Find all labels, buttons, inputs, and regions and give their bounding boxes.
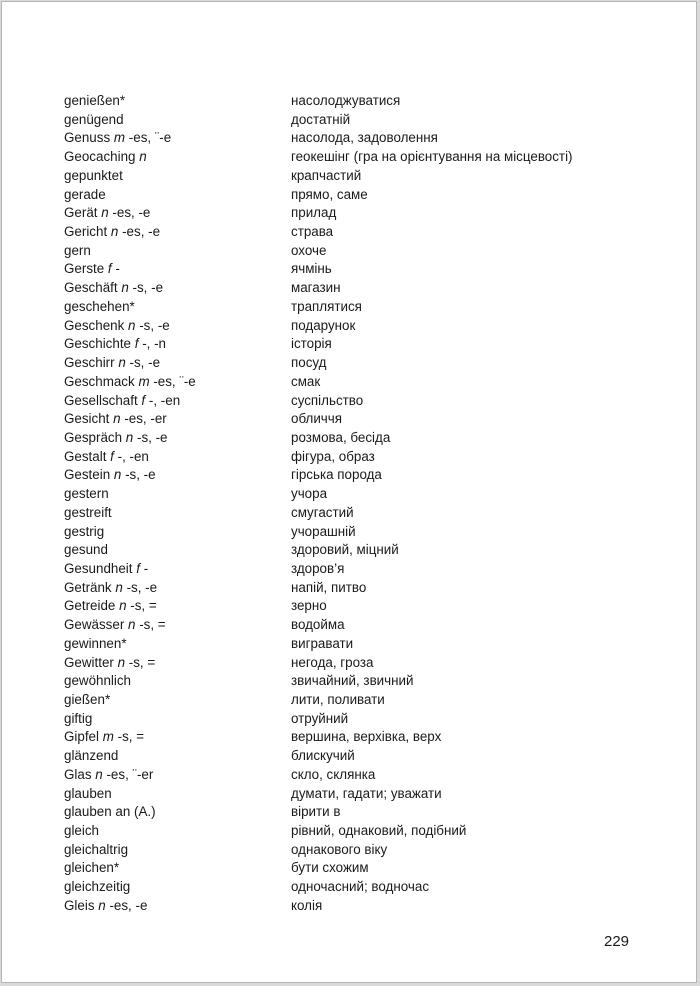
headword: gewinnen* <box>64 635 127 651</box>
ukrainian-translation: однакового віку <box>291 841 388 857</box>
vocabulary-entry <box>64 92 654 111</box>
german-term <box>64 354 160 373</box>
gender-marker: n <box>115 579 123 595</box>
gender-marker: n <box>125 429 134 445</box>
headword: Gesicht <box>64 411 110 427</box>
vocabulary-entry <box>64 373 654 392</box>
ukrainian-translation: прилад <box>291 205 337 221</box>
ukrainian-translation: звичайний, звичний <box>291 673 414 689</box>
german-term <box>64 260 120 279</box>
ukrainian-translation: здоровий, міцний <box>291 542 399 558</box>
plural-forms: -, -en <box>148 392 181 408</box>
german-term <box>64 167 123 186</box>
german-term <box>64 317 170 336</box>
vocabulary-entry <box>64 822 654 841</box>
vocabulary-entry <box>64 466 654 485</box>
gender-marker: n <box>128 317 136 333</box>
plural-forms: -es, -e <box>112 205 151 221</box>
ukrainian-translation: отруйний <box>291 710 349 726</box>
gender-marker: f <box>107 261 112 277</box>
headword: glauben <box>64 785 112 801</box>
ukrainian-translation: смак <box>291 373 321 389</box>
vocabulary-entry <box>64 523 654 542</box>
headword: gerade <box>64 186 106 202</box>
headword: genügend <box>64 111 124 127</box>
ukrainian-translation: негода, гроза <box>291 654 374 670</box>
gender-marker: n <box>118 355 126 371</box>
headword: gestrig <box>64 523 105 539</box>
headword: Gestalt <box>64 448 107 464</box>
headword: gestreift <box>64 504 112 520</box>
gender-marker: n <box>110 224 119 240</box>
vocabulary-entry <box>64 691 654 710</box>
german-term <box>64 223 160 242</box>
vocabulary-entry <box>64 167 654 186</box>
vocabulary-entry <box>64 111 654 130</box>
ukrainian-translation: лити, поливати <box>291 692 385 707</box>
vocabulary-entry <box>64 392 654 411</box>
headword: Gerät <box>64 205 98 221</box>
german-term <box>64 448 149 467</box>
vocabulary-entry <box>64 541 654 560</box>
ukrainian-translation: страва <box>291 224 334 240</box>
headword: Geschenk <box>64 317 125 333</box>
plural-forms: -es, -e <box>109 897 148 913</box>
headword: Gestein <box>64 467 111 483</box>
german-term <box>64 335 166 354</box>
headword: Gleis <box>64 897 95 913</box>
gender-marker: n <box>128 617 136 633</box>
vocabulary-entry <box>64 859 654 878</box>
vocabulary-entry <box>64 204 654 223</box>
gender-marker: m <box>113 130 126 146</box>
headword: Gericht <box>64 224 108 240</box>
ukrainian-translation: вершина, верхівка, верх <box>291 729 442 745</box>
german-term <box>64 148 147 167</box>
vocabulary-entry <box>64 242 654 261</box>
german-term <box>64 92 125 111</box>
plural-forms: -, -en <box>117 448 149 464</box>
plural-forms: -s, -e <box>139 317 170 333</box>
ukrainian-translation: прямо, саме <box>291 186 368 202</box>
headword: Genuss <box>64 130 111 146</box>
ukrainian-translation: крапчастий <box>291 167 362 183</box>
gender-marker: n <box>95 766 103 782</box>
plural-forms: -es, -er <box>124 411 167 427</box>
ukrainian-translation: магазин <box>291 280 341 296</box>
headword: gleichzeitig <box>64 879 131 895</box>
plural-forms: -s, = <box>117 729 145 745</box>
german-term <box>64 373 196 392</box>
ukrainian-translation: учора <box>291 486 328 502</box>
dictionary-page <box>1 1 697 983</box>
headword: Gesellschaft <box>64 392 138 408</box>
gender-marker: n <box>113 411 121 427</box>
vocabulary-entry <box>64 485 654 504</box>
gender-marker: n <box>113 467 122 483</box>
plural-forms: -es, ¨-e <box>128 130 172 146</box>
vocabulary-entry <box>64 429 654 448</box>
ukrainian-translation: насолоджуватися <box>291 93 401 108</box>
ukrainian-translation: геокешінг (гра на орієнтування на місцевості) <box>291 149 573 165</box>
ukrainian-translation: подарунок <box>291 317 356 333</box>
gender-marker: n <box>139 149 147 165</box>
vocabulary-entry <box>64 298 654 317</box>
headword: gesund <box>64 542 108 558</box>
vocabulary-entry <box>64 335 654 354</box>
german-term <box>64 242 91 261</box>
headword: Geschirr <box>64 355 115 371</box>
plural-forms: -, -n <box>142 336 167 352</box>
gender-marker: n <box>119 598 127 614</box>
ukrainian-translation: обличчя <box>291 411 343 427</box>
ukrainian-translation: історія <box>291 336 332 352</box>
vocabulary-entry <box>64 410 654 429</box>
headword: gleichen* <box>64 860 120 876</box>
vocabulary-entry <box>64 841 654 860</box>
ukrainian-translation: посуд <box>291 355 327 371</box>
german-term <box>64 466 156 485</box>
vocabulary-entry <box>64 803 654 822</box>
vocabulary-entry <box>64 766 654 785</box>
plural-forms: -es, ¨-er <box>106 766 154 782</box>
ukrainian-translation: траплятися <box>291 298 362 314</box>
vocabulary-entry <box>64 279 654 298</box>
headword: gern <box>64 242 91 258</box>
german-term <box>64 429 168 448</box>
headword: genießen* <box>64 93 126 108</box>
headword: glauben an (A.) <box>64 804 156 820</box>
vocabulary-entry <box>64 597 654 616</box>
headword: gepunktet <box>64 167 123 183</box>
german-term <box>64 186 106 205</box>
ukrainian-translation: напій, питво <box>291 579 367 595</box>
ukrainian-translation: зерно <box>291 598 327 614</box>
headword: Gewitter <box>64 654 114 670</box>
headword: Geschichte <box>64 336 131 352</box>
ukrainian-translation: рівний, однаковий, подібний <box>291 823 467 839</box>
vocabulary-list <box>64 92 654 916</box>
headword: Getreide <box>64 598 116 614</box>
plural-forms: -s, = <box>128 654 156 670</box>
gender-marker: m <box>138 373 150 389</box>
vocabulary-entry <box>64 672 654 691</box>
gender-marker: m <box>102 729 114 745</box>
vocabulary-entry <box>64 223 654 242</box>
gender-marker: f <box>134 336 139 352</box>
gender-marker: n <box>121 280 129 296</box>
ukrainian-translation: гірська порода <box>291 467 382 483</box>
vocabulary-entry <box>64 710 654 729</box>
german-term <box>64 710 92 729</box>
ukrainian-translation: водойма <box>291 617 345 633</box>
vocabulary-entry <box>64 504 654 523</box>
headword: gleichaltrig <box>64 841 129 857</box>
german-term <box>64 579 157 598</box>
vocabulary-entry <box>64 785 654 804</box>
headword: geschehen* <box>64 298 135 314</box>
german-term <box>64 597 157 616</box>
plural-forms: -s, -e <box>136 429 168 445</box>
german-term <box>64 747 118 766</box>
plural-forms: -s, -e <box>129 355 161 371</box>
german-term <box>64 635 127 654</box>
ukrainian-translation: достатній <box>291 111 351 127</box>
german-term <box>64 129 171 148</box>
headword: glänzend <box>64 748 119 764</box>
german-term <box>64 803 156 822</box>
vocabulary-entry <box>64 148 654 167</box>
german-term <box>64 392 180 411</box>
vocabulary-entry <box>64 747 654 766</box>
ukrainian-translation: бути схожим <box>291 860 369 876</box>
vocabulary-entry <box>64 354 654 373</box>
german-term <box>64 523 104 542</box>
headword: Geschmack <box>64 373 135 389</box>
ukrainian-translation: скло, склянка <box>291 766 376 782</box>
plural-forms: -es, -e <box>122 224 161 240</box>
ukrainian-translation: фігура, образ <box>291 448 375 464</box>
ukrainian-translation: здоров’я <box>291 560 345 576</box>
headword: gleich <box>64 823 99 839</box>
german-term <box>64 878 130 897</box>
ukrainian-translation: вірити в <box>291 804 341 820</box>
vocabulary-entry <box>64 260 654 279</box>
plural-forms: - <box>143 560 149 576</box>
german-term <box>64 841 128 860</box>
german-term <box>64 204 150 223</box>
headword: gestern <box>64 486 109 502</box>
german-term <box>64 504 112 523</box>
german-term <box>64 897 147 916</box>
gender-marker: n <box>98 897 106 913</box>
ukrainian-translation: колія <box>291 897 323 913</box>
german-term <box>64 822 99 841</box>
german-term <box>64 654 155 673</box>
german-term <box>64 298 135 317</box>
vocabulary-entry <box>64 560 654 579</box>
headword: Getränk <box>64 579 112 595</box>
headword: giftig <box>64 710 93 726</box>
german-term <box>64 616 166 635</box>
page-number: 229 <box>604 933 630 950</box>
german-term <box>64 785 112 804</box>
vocabulary-entry <box>64 448 654 467</box>
plural-forms: -es, ¨-e <box>153 373 196 389</box>
plural-forms: -s, -e <box>125 467 156 483</box>
headword: Gesundheit <box>64 560 133 576</box>
german-term <box>64 672 131 691</box>
ukrainian-translation: розмова, бесіда <box>291 429 391 445</box>
ukrainian-translation: учорашній <box>291 523 356 539</box>
headword: Gespräch <box>64 429 123 445</box>
headword: gießen* <box>64 692 111 707</box>
gender-marker: n <box>117 654 126 670</box>
headword: Geocaching <box>64 149 136 165</box>
ukrainian-translation: вигравати <box>291 635 354 651</box>
headword: Glas <box>64 766 92 782</box>
german-term <box>64 859 119 878</box>
plural-forms: - <box>115 261 120 277</box>
vocabulary-entry <box>64 897 654 916</box>
plural-forms: -s, -e <box>126 579 158 595</box>
german-term <box>64 485 109 504</box>
vocabulary-entry <box>64 878 654 897</box>
german-term <box>64 766 153 785</box>
german-term <box>64 111 124 130</box>
ukrainian-translation: суспільство <box>291 392 364 408</box>
vocabulary-entry <box>64 654 654 673</box>
german-term <box>64 728 144 747</box>
german-term <box>64 410 167 429</box>
headword: Gipfel <box>64 729 99 745</box>
gender-marker: f <box>110 448 114 464</box>
vocabulary-entry <box>64 579 654 598</box>
german-term <box>64 279 163 298</box>
vocabulary-entry <box>64 635 654 654</box>
headword: Gerste <box>64 261 105 277</box>
ukrainian-translation: ячмінь <box>291 261 332 277</box>
vocabulary-entry <box>64 129 654 148</box>
german-term <box>64 691 110 710</box>
gender-marker: f <box>141 392 146 408</box>
ukrainian-translation: смугастий <box>291 504 354 520</box>
german-term <box>64 560 148 579</box>
headword: gewöhnlich <box>64 673 131 689</box>
headword: Geschäft <box>64 280 118 296</box>
vocabulary-entry <box>64 317 654 336</box>
plural-forms: -s, = <box>130 598 157 614</box>
ukrainian-translation: думати, гадати; уважати <box>291 785 442 801</box>
ukrainian-translation: насолода, задоволення <box>291 130 438 146</box>
plural-forms: -s, = <box>139 617 166 633</box>
gender-marker: n <box>101 205 109 221</box>
ukrainian-translation: блискучий <box>291 748 355 764</box>
headword: Gewässer <box>64 617 125 633</box>
german-term <box>64 541 108 560</box>
vocabulary-entry <box>64 186 654 205</box>
ukrainian-translation: охоче <box>291 242 327 258</box>
ukrainian-translation: одночасний; водночас <box>291 879 430 895</box>
vocabulary-entry <box>64 616 654 635</box>
vocabulary-entry <box>64 728 654 747</box>
gender-marker: f <box>136 560 140 576</box>
plural-forms: -s, -e <box>132 280 164 296</box>
